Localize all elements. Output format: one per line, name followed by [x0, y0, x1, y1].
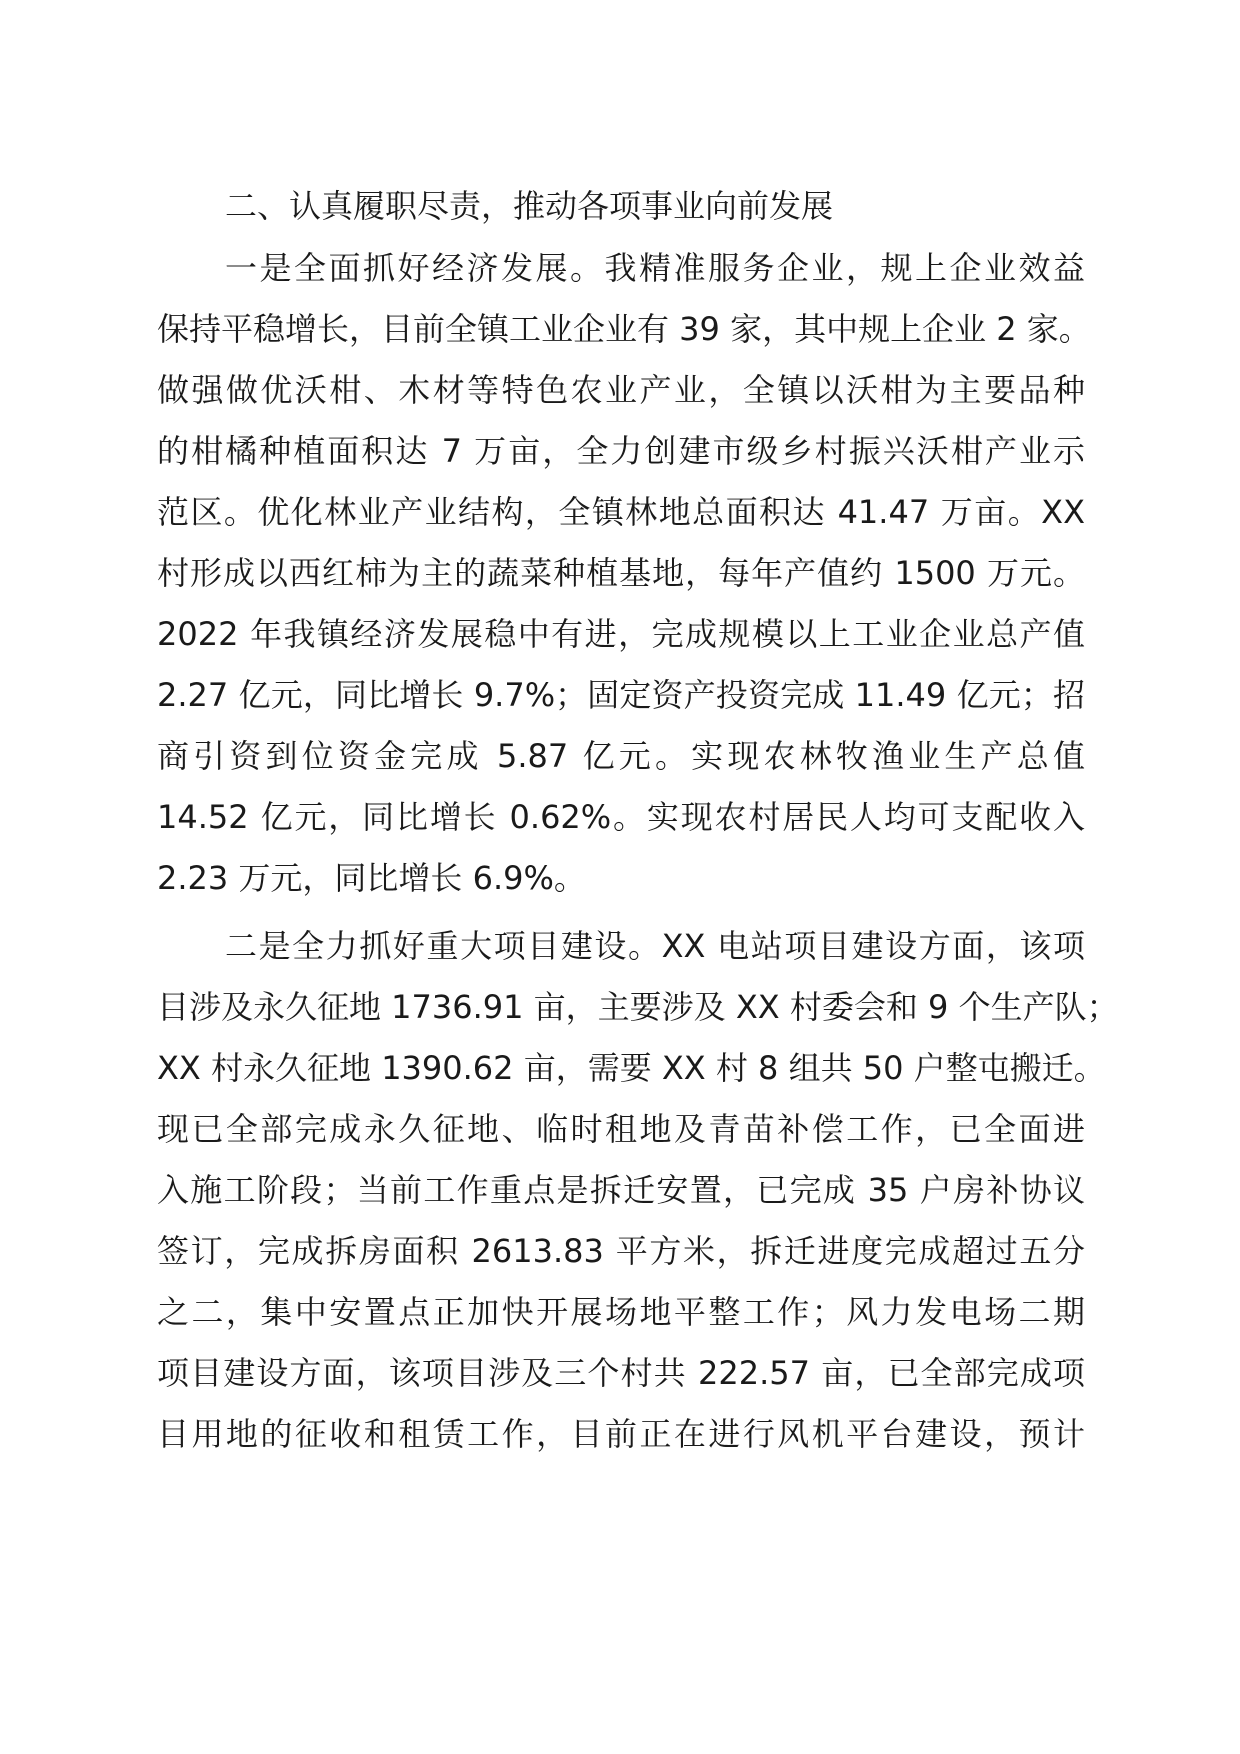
paragraph-line: 2.23 万元，同比增长 6.9%。 [157, 859, 586, 897]
paragraph-line: 2.27 亿元，同比增长 9.7%；固定资产投资完成 11.49 亿元；招 [157, 676, 1085, 714]
paragraph-line: 入施工阶段；当前工作重点是拆迁安置，已完成 35 户房补协议 [157, 1171, 1085, 1209]
paragraph-line: 项目建设方面，该项目涉及三个村共 222.57 亩，已全部完成项 [157, 1354, 1085, 1392]
paragraph-line: 之二，集中安置点正加快开展场地平整工作；风力发电场二期 [157, 1293, 1085, 1331]
paragraph-line: 2022 年我镇经济发展稳中有进，完成规模以上工业企业总产值 [157, 615, 1085, 653]
paragraph-line: 范区。优化林业产业结构，全镇林地总面积达 41.47 万亩。XX [157, 493, 1085, 531]
paragraph-line: 现已全部完成永久征地、临时租地及青苗补偿工作，已全面进 [157, 1110, 1085, 1148]
paragraph-line: 14.52 亿元，同比增长 0.62%。实现农村居民人均可支配收入 [157, 798, 1085, 836]
paragraph-line: 做强做优沃柑、木材等特色农业产业，全镇以沃柑为主要品种 [157, 371, 1085, 409]
section-heading: 二、认真履职尽责，推动各项事业向前发展 [225, 187, 834, 225]
paragraph-line: 村形成以西红柿为主的蔬菜种植基地，每年产值约 1500 万元。 [157, 554, 1085, 592]
paragraph-line: 签订，完成拆房面积 2613.83 平方米，拆迁进度完成超过五分 [157, 1232, 1085, 1270]
paragraph-line: 保持平稳增长，目前全镇工业企业有 39 家，其中规上企业 2 家。 [157, 310, 1091, 348]
paragraph-line: 商引资到位资金完成 5.87 亿元。实现农林牧渔业生产总值 [157, 737, 1085, 775]
paragraph-line: 目涉及永久征地 1736.91 亩，主要涉及 XX 村委会和 9 个生产队； [157, 988, 1119, 1026]
paragraph-line: 一是全面抓好经济发展。我精准服务企业，规上企业效益 [225, 249, 1085, 287]
paragraph-line: XX 村永久征地 1390.62 亩，需要 XX 村 8 组共 50 户整屯搬迁。 [157, 1049, 1106, 1087]
paragraph-line: 二是全力抓好重大项目建设。XX 电站项目建设方面，该项 [225, 927, 1085, 965]
paragraph-line: 目用地的征收和租赁工作，目前正在进行风机平台建设，预计 [157, 1415, 1085, 1453]
paragraph-line: 的柑橘种植面积达 7 万亩，全力创建市级乡村振兴沃柑产业示 [157, 432, 1085, 470]
